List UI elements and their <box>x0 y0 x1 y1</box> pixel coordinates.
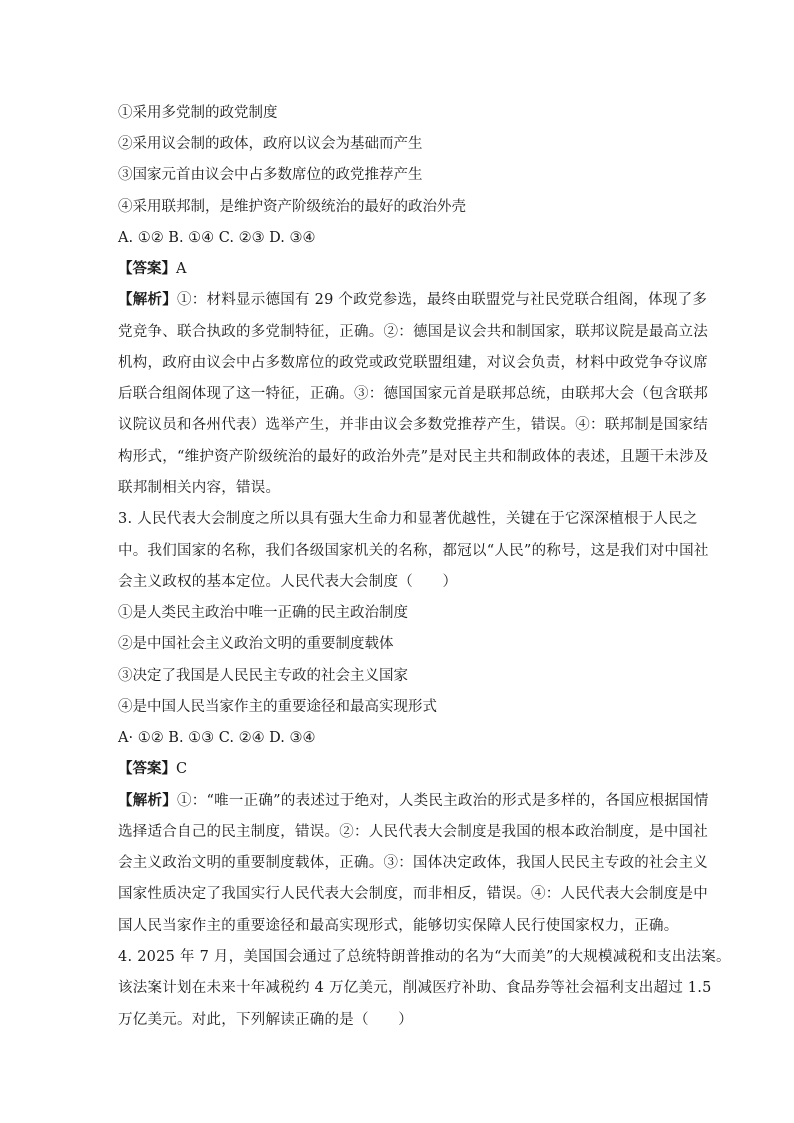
q2-option-1: ①采用多党制的政党制度 <box>118 105 278 121</box>
q3-stem-line-2: 中。我们国家的名称，我们各级国家机关的名称，都冠以“人民”的称号，这是我们对中国社 <box>118 543 709 559</box>
q3-stem-line-3: 会主义政权的基本定位。人民代表大会制度（ ） <box>118 574 458 590</box>
q3-option-2: ②是中国社会主义政治文明的重要制度载体 <box>118 636 394 652</box>
q3-option-4: ④是中国人民当家作主的重要途径和最高实现形式 <box>118 699 437 715</box>
q2-analysis-line-2: 党竞争、联合执政的多党制特征，正确。②：德国是议会共和制国家，联邦议院是最高立法 <box>118 324 708 340</box>
q3-answer-label: 【答案】 <box>118 760 176 777</box>
q4-stem-line-3: 万亿美元。对此，下列解读正确的是（ ） <box>118 1012 413 1028</box>
q3-analysis-line-5: 国人民当家作主的重要途径和最高实现形式，能够切实保障人民行使国家权力，正确。 <box>118 918 679 934</box>
q2-analysis-line-1 <box>118 290 707 310</box>
q2-analysis-line-5: 议院议员和各州代表）选举产生，并非由议会多数党推荐产生，错误。④：联邦制是国家结 <box>118 417 708 433</box>
q3-stem-line-1: 3. 人民代表大会制度之所以具有强大生命力和显著优越性，关键在于它深深植根于人民之 <box>118 511 698 527</box>
q3-analysis-label: 【解析】 <box>118 792 177 809</box>
q3-option-1: ①是人类民主政治中唯一正确的民主政治制度 <box>118 605 408 621</box>
q2-option-4: ④采用联邦制，是维护资产阶级统治的最好的政治外壳 <box>118 199 466 215</box>
q3-option-3: ③决定了我国是人民民主专政的社会主义国家 <box>118 668 408 684</box>
q2-choices: A. ①② B. ①④ C. ②③ D. ③④ <box>118 230 316 246</box>
q3-analysis-line-2: 选择适合自己的民主制度，错误。②：人民代表大会制度是我国的根本政治制度，是中国社 <box>118 824 708 840</box>
q2-option-2: ②采用议会制的政体，政府以议会为基础而产生 <box>118 136 423 152</box>
q2-answer-value: A <box>176 261 187 277</box>
q3-answer-value: C <box>176 761 188 777</box>
q3-answer <box>118 759 187 779</box>
q4-stem-line-2: 该法案计划在未来十年减税约 4 万亿美元，削减医疗补助、食品券等社会福利支出超过 1.5 <box>118 980 712 996</box>
q4-stem-line-1: 4. 2025 年 7 月，美国国会通过了总统特朗普推动的名为“大而美”的大规模减税和支出法案。 <box>118 949 731 965</box>
q3-analysis-line-3: 会主义政治文明的重要制度载体，正确。③：国体决定政体，我国人民民主专政的社会主义 <box>118 855 708 871</box>
q2-analysis-text-1: ①：材料显示德国有 29 个政党参选，最终由联盟党与社民党联合组阁，体现了多 <box>177 292 708 308</box>
q2-analysis-label: 【解析】 <box>118 291 177 308</box>
q2-answer <box>118 259 186 279</box>
q3-analysis-line-4: 国家性质决定了我国实行人民代表大会制度，而非相反，错误。④：人民代表大会制度是中 <box>118 886 708 902</box>
q2-analysis-line-4: 后联合组阁体现了这一特征，正确。③：德国国家元首是联邦总统，由联邦大会（包含联邦 <box>118 386 708 402</box>
q3-choices: A· ①② B. ①③ C. ②④ D. ③④ <box>118 730 316 746</box>
q3-analysis-line-1 <box>118 791 709 811</box>
q3-analysis-text-1: ①：“唯一正确”的表述过于绝对，人类民主政治的形式是多样的，各国应根据国情 <box>177 793 709 809</box>
q2-analysis-line-7: 联邦制相关内容，错误。 <box>118 480 281 496</box>
q2-analysis-line-3: 机构，政府由议会中占多数席位的政党或政党联盟组建，对议会负责，材料中政党争夺议席 <box>118 355 708 371</box>
q2-analysis-line-6: 构形式，“维护资产阶级统治的最好的政治外壳”是对民主共和制政体的表述，且题干未涉及 <box>118 449 709 465</box>
q2-option-3: ③国家元首由议会中占多数席位的政党推荐产生 <box>118 167 423 183</box>
q2-answer-label: 【答案】 <box>118 260 176 277</box>
